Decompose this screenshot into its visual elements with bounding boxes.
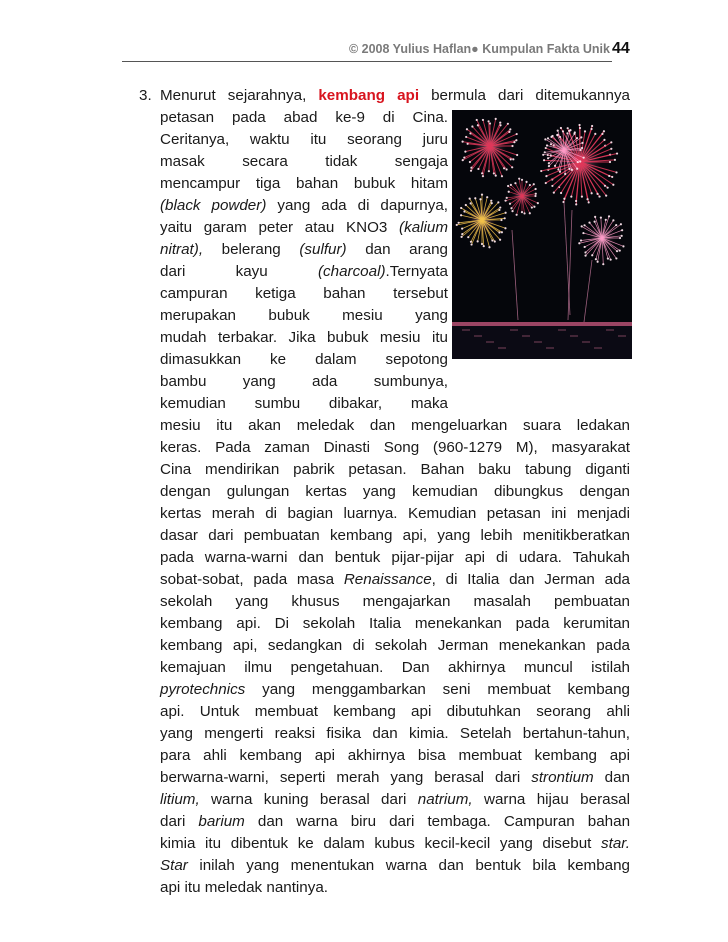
- italic-term: litium,: [160, 791, 200, 808]
- text-run: dimasukkan ke dalam sepotong: [160, 351, 448, 368]
- text-run: berwarna-warni, seperti merah yang berasal dari: [160, 769, 532, 786]
- item-number: 3.: [139, 87, 152, 104]
- italic-term: star.: [601, 835, 630, 852]
- text-run: mesiu itu akan meledak dan mengeluarkan suara ledakan: [160, 417, 630, 434]
- text-line: [160, 393, 448, 415]
- text-run: yaitu garam peter atau KNO3: [160, 219, 400, 236]
- text-run: api itu meledak nantinya.: [160, 879, 329, 896]
- text-run: Cina mendirikan pabrik petasan. Bahan baku tabung diganti: [160, 461, 630, 478]
- text-run: Ceritanya, waktu itu seorang juru: [160, 131, 448, 148]
- text-run: yang menggambarkan seni membuat kembang: [245, 681, 630, 698]
- text-run: dan arang: [346, 241, 448, 258]
- text-line: [160, 635, 630, 657]
- italic-term: (sulfur): [299, 241, 347, 258]
- text-line: [160, 261, 448, 283]
- text-run: pada warna-warni dan bentuk pijar-pijar api di udara. Tahukah: [160, 549, 630, 566]
- italic-term: (charcoal): [317, 263, 386, 280]
- text-line: [160, 833, 630, 855]
- text-line: [160, 745, 630, 767]
- italic-term: (kalium: [399, 219, 448, 236]
- text-run: kembang api. Di sekolah Italia menekankan pada kerumitan: [160, 615, 630, 632]
- italic-term: barium: [198, 813, 245, 830]
- text-run: yang ada di dapurnya,: [266, 197, 448, 214]
- text-line: [160, 283, 448, 305]
- text-line: [160, 151, 448, 173]
- text-line: [160, 305, 448, 327]
- text-run: mencampur tiga bahan bubuk hitam: [160, 175, 448, 192]
- page-number: 44: [612, 40, 630, 57]
- highlighted-term: kembang api: [318, 87, 420, 104]
- text-line: [160, 239, 448, 261]
- text-line: [160, 877, 630, 899]
- text-line: [160, 481, 630, 503]
- text-line: [160, 173, 448, 195]
- text-run: kertas merah di bagian luarnya. Kemudian petasan ini menjadi: [160, 505, 630, 522]
- text-line: [160, 657, 630, 679]
- text-run: .Ternyata: [385, 263, 448, 280]
- text-line: [160, 547, 630, 569]
- text-line: [160, 503, 630, 525]
- text-run: merupakan bubuk mesiu yang: [160, 307, 448, 324]
- italic-term: Star: [160, 857, 188, 874]
- text-line: [160, 415, 630, 437]
- text-run: kembang api, sedangkan di sekolah Jerman menekankan pada: [160, 637, 630, 654]
- text-run: kimia itu dibentuk ke dalam kubus kecil-kecil yang disebut: [160, 835, 602, 852]
- text-line: [160, 217, 448, 239]
- text-run: inilah yang menentukan warna dan bentuk bila kembang: [187, 857, 630, 874]
- text-line: [160, 349, 448, 371]
- text-run: api. Untuk membuat kembang api dibutuhkan seorang ahli: [160, 703, 630, 720]
- text-run: yang mengerti reaksi fisika dan kimia. Setelah bertahun-tahun,: [160, 725, 630, 742]
- text-line: [160, 525, 630, 547]
- text-line: [160, 723, 630, 745]
- text-run: dasar dari pembuatan kembang api, yang lebih menitikberatkan: [160, 527, 630, 544]
- text-run: sekolah yang khusus mengajarkan masalah pembuatan: [160, 593, 630, 610]
- italic-term: (black powder): [160, 197, 267, 214]
- text-line: [160, 591, 630, 613]
- text-line: [160, 569, 630, 591]
- text-line: [160, 767, 630, 789]
- text-run: dengan gulungan kertas yang kemudian dibungkus dengan: [160, 483, 630, 500]
- fireworks-photo: [452, 110, 632, 359]
- page-header: [0, 0, 728, 66]
- text-line: [160, 855, 630, 877]
- text-run: sobat-sobat, pada masa: [160, 571, 344, 588]
- text-line: [160, 371, 448, 393]
- text-line: [160, 459, 630, 481]
- italic-term: strontium: [531, 769, 594, 786]
- text-line: [160, 679, 630, 701]
- italic-term: Renaissance: [343, 571, 432, 588]
- fireworks-image: [452, 110, 632, 359]
- text-line: [160, 195, 448, 217]
- italic-term: nitrat),: [160, 241, 204, 258]
- text-run: warna kuning berasal dari: [199, 791, 418, 808]
- text-run: masak secara tidak sengaja: [160, 153, 448, 170]
- text-line: [160, 811, 630, 833]
- text-run: Menurut sejarahnya,: [160, 87, 319, 104]
- text-run: bambu yang ada sumbunya,: [160, 373, 448, 390]
- text-run: dari: [160, 813, 199, 830]
- running-header: © 2008 Yulius Haflan● Kumpulan Fakta Unik: [348, 42, 610, 56]
- text-line: [160, 789, 630, 811]
- text-run: petasan pada abad ke-9 di Cina.: [160, 109, 448, 126]
- text-run: , di Italia dan Jerman ada: [431, 571, 630, 588]
- text-line: [160, 701, 630, 723]
- text-run: campuran ketiga bahan tersebut: [160, 285, 448, 302]
- text-line: [160, 613, 630, 635]
- text-line: [160, 327, 448, 349]
- text-run: dan warna biru dari tembaga. Campuran bahan: [244, 813, 631, 830]
- text-line: [160, 437, 630, 459]
- text-run: dan: [593, 769, 630, 786]
- text-run: warna hijau berasal: [472, 791, 630, 808]
- italic-term: pyrotechnics: [160, 681, 246, 698]
- text-run: bermula dari ditemukannya: [419, 87, 630, 104]
- text-run: dari kayu: [160, 263, 318, 280]
- text-run: keras. Pada zaman Dinasti Song (960-1279 M), masyarakat: [160, 439, 630, 456]
- text-run: para ahli kembang api akhirnya bisa membuat kembang api: [160, 747, 630, 764]
- text-line: [160, 107, 448, 129]
- header-rule: [122, 61, 612, 62]
- text-run: kemudian sumbu dibakar, maka: [160, 395, 448, 412]
- text-run: mudah terbakar. Jika bubuk mesiu itu: [160, 329, 448, 346]
- italic-term: natrium,: [417, 791, 473, 808]
- text-line: [160, 85, 630, 107]
- text-run: belerang: [203, 241, 300, 258]
- text-run: kemajuan ilmu pengetahuan. Dan akhirnya muncul istilah: [160, 659, 630, 676]
- text-line: [160, 129, 448, 151]
